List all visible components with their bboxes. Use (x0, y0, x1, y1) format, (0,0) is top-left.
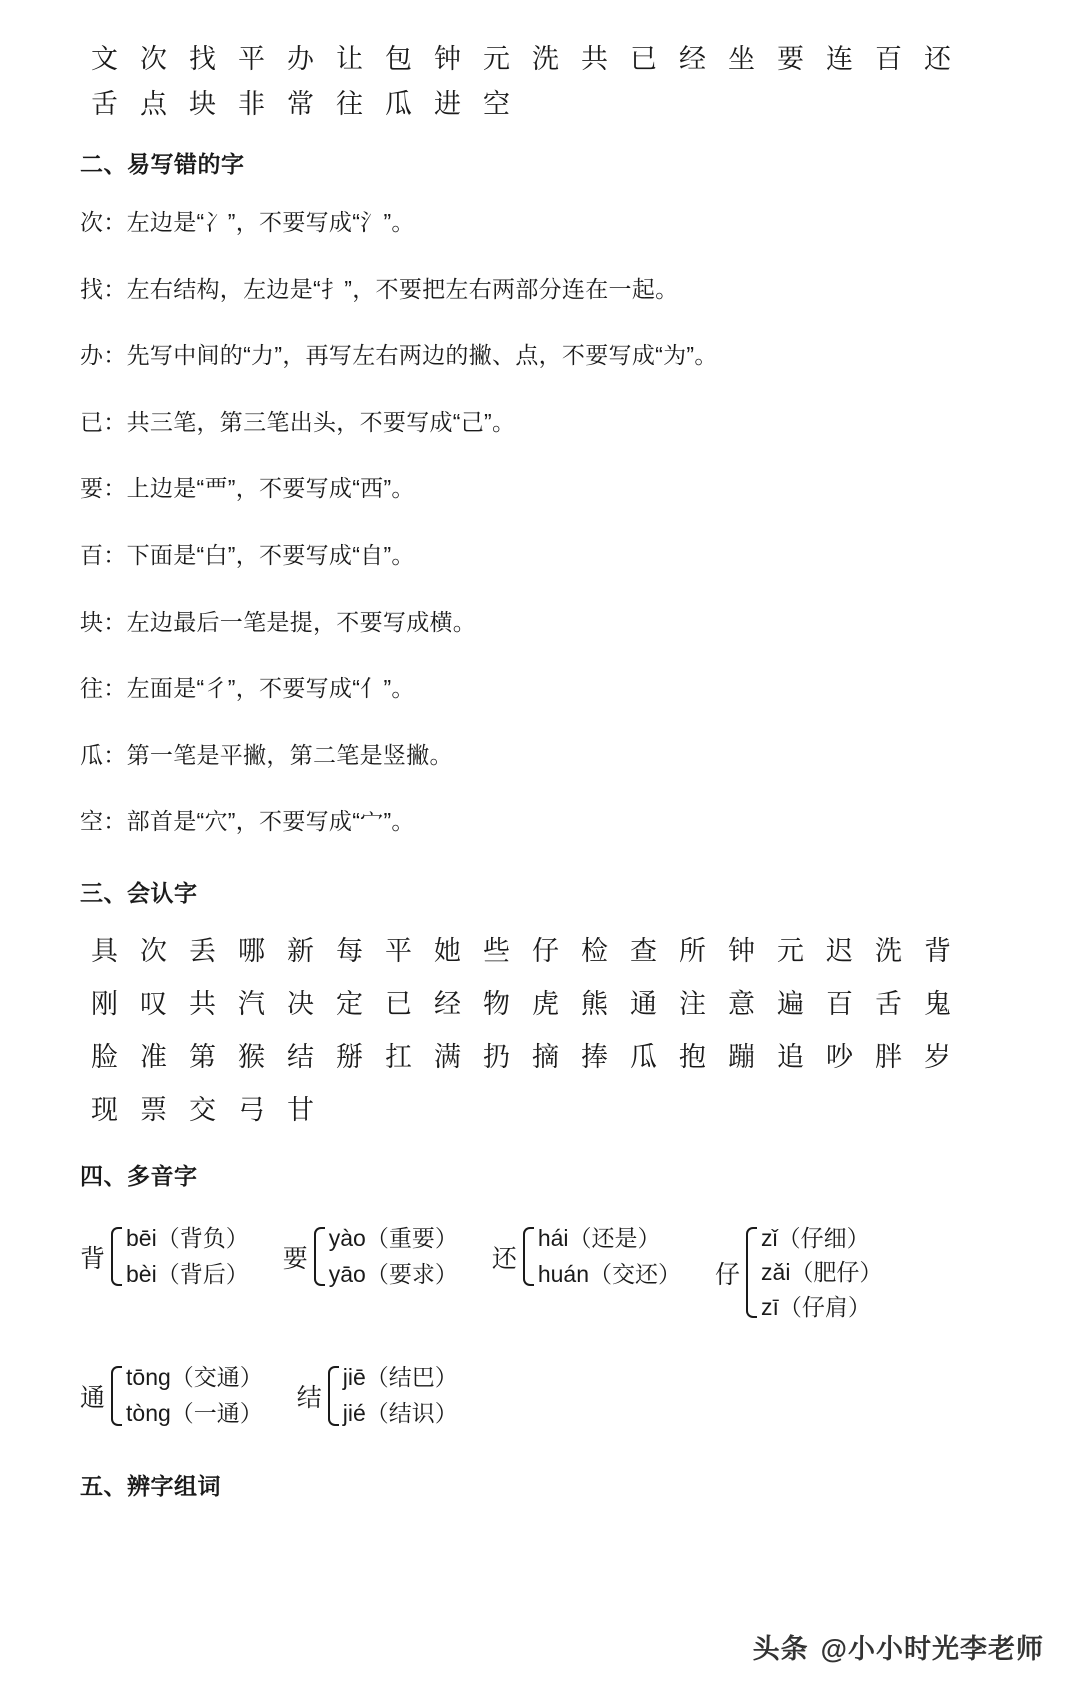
char-cell: 办 (287, 44, 314, 74)
polyphonic-entry-hai (492, 1221, 681, 1292)
char-cell: 弓 (238, 1094, 265, 1125)
char-cell: 些 (483, 935, 510, 966)
char-cell: 经 (679, 44, 706, 74)
polyphonic-readings (120, 1221, 249, 1292)
polyphonic-reading: zǎi（肥仔） (761, 1259, 883, 1286)
note-line-ban: 办：先写中间的“力”，再写左右两边的撇、点，不要写成“为”。 (80, 342, 718, 369)
char-cell: 共 (189, 988, 216, 1019)
note-line-ci: 次：左边是“冫”，不要写成“氵”。 (80, 209, 415, 235)
polyphonic-char: 背 (80, 1244, 106, 1273)
char-cell: 连 (826, 44, 853, 74)
polyphonic-reading: zǐ（仔细） (761, 1224, 870, 1251)
polyphonic-reading: jiē（结巴） (342, 1364, 458, 1391)
section-heading-easy-wrong: 二、易写错的字 (80, 151, 245, 177)
note-line-yi: 已：共三笔，第三笔出头，不要写成“己”。 (80, 408, 516, 435)
polyphonic-entry-jie (297, 1360, 458, 1431)
char-cell: 交 (189, 1094, 216, 1125)
polyphonic-entry-yao (283, 1221, 458, 1292)
polyphonic-reading: huán（交还） (537, 1260, 682, 1287)
section-heading-polyphonic: 四、多音字 (80, 1162, 198, 1189)
polyphonic-char: 通 (80, 1384, 106, 1413)
polyphonic-readings (120, 1360, 263, 1431)
polyphonic-row (80, 1221, 1000, 1325)
polyphonic-reading: jié（结识） (342, 1400, 458, 1427)
polyphonic-reading: hái（还是） (537, 1224, 661, 1251)
char-cell: 背 (924, 935, 951, 966)
char-cell: 蹦 (728, 1041, 755, 1072)
char-cell: 刚 (91, 988, 118, 1019)
char-cell: 遍 (777, 988, 804, 1019)
polyphonic-readings (755, 1221, 882, 1325)
char-cell: 鬼 (924, 988, 951, 1019)
char-cell: 进 (434, 89, 461, 119)
char-cell: 往 (336, 89, 363, 119)
char-row (80, 935, 1000, 966)
char-cell: 结 (287, 1041, 314, 1072)
char-cell: 汽 (238, 988, 265, 1019)
polyphonic-entry-tong (80, 1360, 263, 1431)
polyphonic-char: 仔 (715, 1260, 741, 1289)
char-cell: 满 (434, 1041, 461, 1072)
note-line-yao: 要：上边是“覀”，不要写成“西”。 (80, 475, 415, 502)
char-cell: 钟 (728, 935, 755, 966)
char-cell: 追 (777, 1041, 804, 1072)
char-cell: 脸 (91, 1041, 118, 1072)
char-cell: 她 (434, 935, 461, 966)
polyphonic-readings (532, 1221, 681, 1292)
note-line-kuai: 块：左边最后一笔是提，不要写成横。 (80, 608, 477, 635)
char-cell: 物 (483, 988, 510, 1019)
char-cell: 捧 (581, 1041, 608, 1072)
char-row (80, 1094, 1000, 1125)
char-cell: 平 (385, 935, 412, 966)
char-cell: 百 (875, 44, 902, 74)
note-line-bai: 百：下面是“白”，不要写成“自”。 (80, 541, 415, 568)
char-cell: 摘 (532, 1041, 559, 1072)
char-cell: 瓜 (630, 1041, 657, 1072)
watermark-handle: @小小时光李老师 (820, 1634, 1044, 1664)
char-cell: 迟 (826, 935, 853, 966)
char-cell: 要 (777, 44, 804, 74)
char-cell: 抱 (679, 1041, 706, 1072)
polyphonic-reading: bēi（背负） (126, 1224, 249, 1251)
polyphonic-reading: yāo（要求） (328, 1260, 458, 1287)
polyphonic-char: 结 (296, 1384, 322, 1413)
char-cell: 仔 (532, 935, 559, 966)
char-cell: 还 (924, 44, 951, 74)
polyphonic-char: 要 (282, 1244, 308, 1273)
char-cell: 现 (91, 1094, 118, 1125)
polyphonic-reading: yào（重要） (328, 1224, 458, 1251)
note-line-kong: 空：部首是“穴”，不要写成“宀”。 (80, 808, 415, 835)
char-cell: 注 (679, 988, 706, 1019)
note-line-wang: 往：左面是“彳”，不要写成“亻”。 (80, 675, 415, 702)
note-line-zhao: 找：左右结构，左边是“扌”，不要把左右两部分连在一起。 (80, 275, 679, 302)
char-cell: 块 (189, 89, 216, 119)
char-cell: 常 (287, 89, 314, 119)
polyphonic-reading: zī（仔肩） (761, 1293, 871, 1320)
char-cell: 包 (385, 44, 412, 74)
char-cell: 具 (91, 935, 118, 966)
char-cell: 甘 (287, 1094, 314, 1125)
char-cell: 瓜 (385, 89, 412, 119)
left-brace-icon (107, 1221, 120, 1292)
write-chars-block (80, 46, 1000, 118)
section-heading-distinguish: 五、辨字组词 (80, 1472, 221, 1499)
char-cell: 百 (826, 988, 853, 1019)
polyphonic-reading: bèi（背后） (126, 1260, 249, 1287)
char-cell: 平 (238, 44, 265, 74)
char-row (80, 46, 1000, 73)
char-cell: 次 (140, 44, 167, 74)
watermark-brand: 头条 (752, 1634, 809, 1664)
left-brace-icon (519, 1221, 532, 1292)
polyphonic-char: 还 (491, 1244, 517, 1273)
char-cell: 票 (140, 1094, 167, 1125)
char-cell: 决 (287, 988, 314, 1019)
char-cell: 虎 (532, 988, 559, 1019)
char-cell: 让 (336, 44, 363, 74)
char-cell: 舌 (91, 89, 118, 119)
char-cell: 文 (91, 44, 118, 74)
char-cell: 定 (336, 988, 363, 1019)
left-brace-icon (310, 1221, 323, 1292)
char-cell: 胖 (875, 1041, 902, 1072)
char-cell: 吵 (826, 1041, 853, 1072)
char-cell: 洗 (875, 935, 902, 966)
char-row (80, 988, 1000, 1019)
char-cell: 丢 (189, 935, 216, 966)
char-row (80, 1041, 1000, 1072)
char-cell: 坐 (728, 44, 755, 74)
char-row (80, 91, 1000, 118)
polyphonic-entry-zi (715, 1221, 882, 1325)
polyphonic-reading: tōng（交通） (126, 1364, 263, 1391)
char-cell: 找 (189, 44, 216, 74)
char-cell: 新 (287, 935, 314, 966)
polyphonic-reading: tòng（一通） (126, 1400, 263, 1427)
char-cell: 第 (189, 1041, 216, 1072)
left-brace-icon (324, 1360, 337, 1431)
char-cell: 舌 (875, 988, 902, 1019)
char-cell: 扔 (483, 1041, 510, 1072)
recognize-chars-block (80, 935, 1000, 1125)
char-cell: 已 (385, 988, 412, 1019)
watermark (753, 1627, 1044, 1666)
polyphonic-readings (323, 1221, 458, 1292)
char-cell: 洗 (532, 44, 559, 74)
char-cell: 点 (140, 89, 167, 119)
char-cell: 次 (140, 935, 167, 966)
char-cell: 掰 (336, 1041, 363, 1072)
char-cell: 每 (336, 935, 363, 966)
polyphonic-block (80, 1221, 1000, 1432)
char-cell: 准 (140, 1041, 167, 1072)
char-cell: 元 (483, 44, 510, 74)
polyphonic-readings (337, 1360, 458, 1431)
note-line-gua: 瓜：第一笔是平撇，第二笔是竖撇。 (80, 741, 453, 768)
section-heading-recognize: 三、会认字 (80, 879, 198, 906)
char-cell: 通 (630, 988, 657, 1019)
polyphonic-row (80, 1360, 1000, 1431)
polyphonic-entry-bei (80, 1221, 249, 1292)
char-cell: 元 (777, 935, 804, 966)
char-cell: 已 (630, 44, 657, 74)
char-cell: 叹 (140, 988, 167, 1019)
char-cell: 钟 (434, 44, 461, 74)
char-cell: 哪 (238, 935, 265, 966)
left-brace-icon (107, 1360, 120, 1431)
char-cell: 共 (581, 44, 608, 74)
char-cell: 熊 (581, 988, 608, 1019)
char-cell: 非 (238, 89, 265, 119)
char-cell: 检 (581, 935, 608, 966)
char-cell: 空 (483, 89, 510, 119)
char-cell: 意 (728, 988, 755, 1019)
left-brace-icon (742, 1221, 755, 1325)
char-cell: 查 (630, 935, 657, 966)
char-cell: 岁 (924, 1041, 951, 1072)
char-cell: 经 (434, 988, 461, 1019)
char-cell: 所 (679, 935, 706, 966)
char-cell: 扛 (385, 1041, 412, 1072)
char-cell: 猴 (238, 1041, 265, 1072)
